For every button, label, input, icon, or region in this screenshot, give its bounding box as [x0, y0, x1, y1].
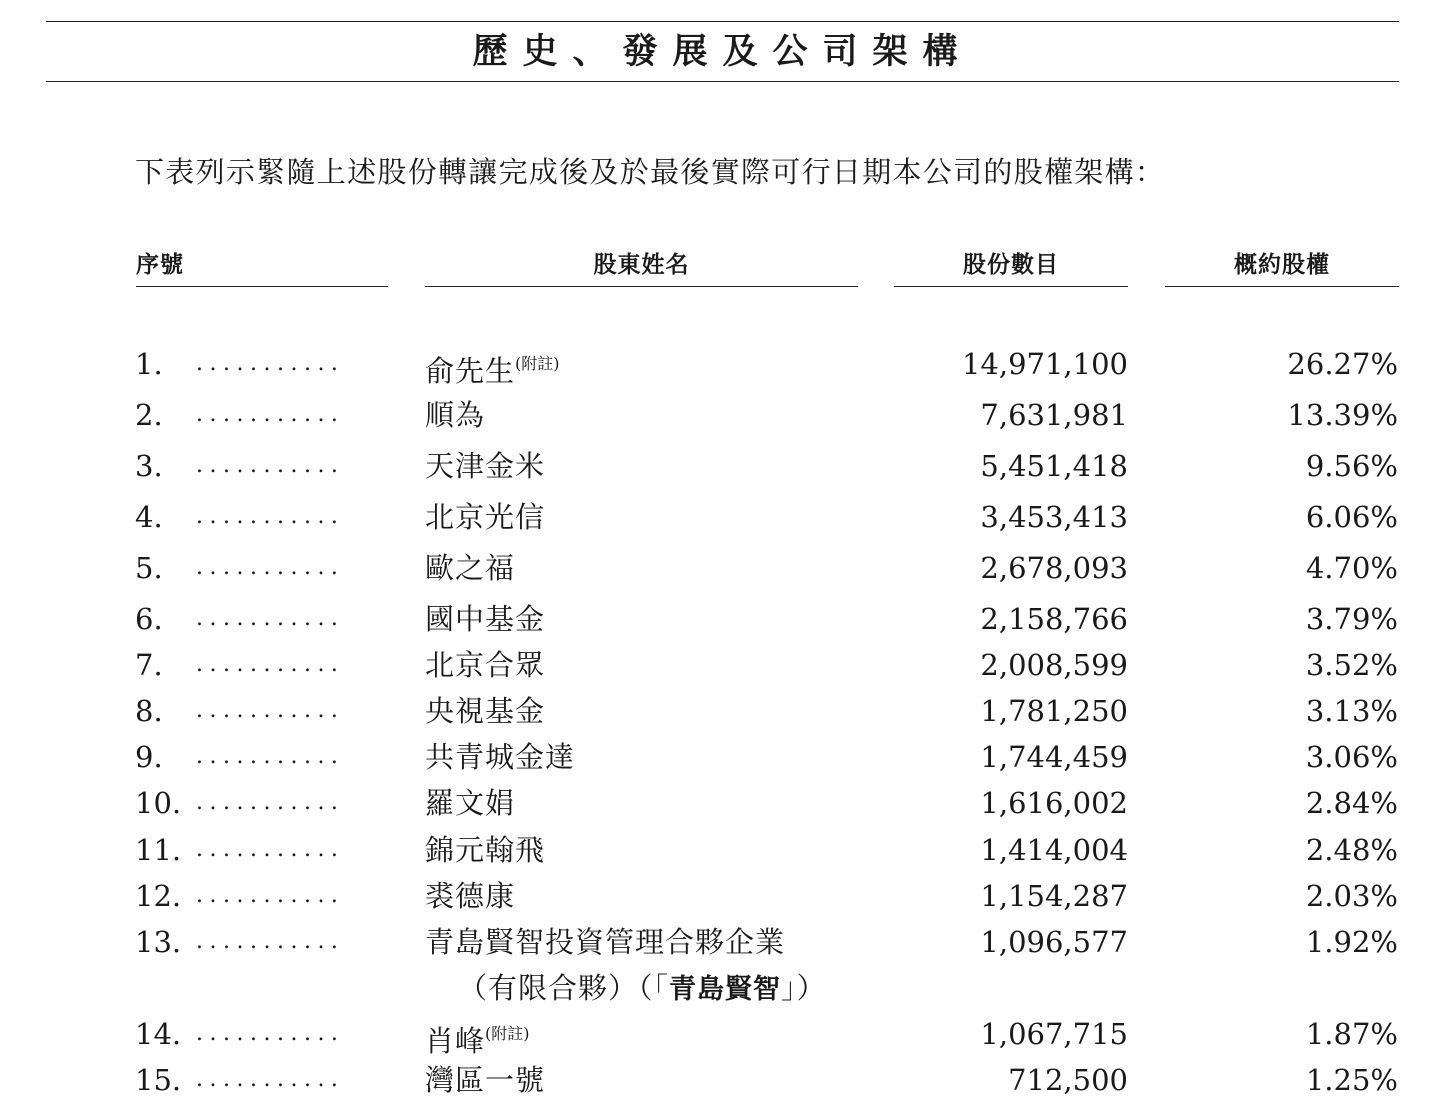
table-row [0, 341, 1452, 387]
shareholding-percentage: 1.25% [1305, 1063, 1398, 1097]
shareholder-name: 灣區一號 [425, 1063, 546, 1097]
share-count: 2,158,766 [980, 602, 1128, 636]
name-continued-suffix: 」） [781, 971, 827, 1005]
table-row [0, 443, 1452, 489]
shareholding-percentage: 26.27% [1287, 347, 1398, 381]
dot-leader: ........... [196, 402, 345, 427]
shareholder-name: 天津金米 [425, 449, 546, 483]
shareholding-percentage: 2.84% [1305, 786, 1398, 820]
share-count: 712,500 [1008, 1063, 1128, 1097]
dot-leader: ........... [196, 883, 345, 908]
shareholder-name-text: 肖峰 [425, 1024, 486, 1058]
shareholding-percentage: 1.92% [1305, 925, 1398, 959]
table-row [0, 827, 1452, 873]
dot-leader: ........... [196, 837, 345, 862]
row-number: 3. [135, 449, 163, 483]
column-header-seq: 序號 [136, 248, 388, 287]
shareholding-percentage: 3.52% [1305, 648, 1398, 682]
dot-leader: ........... [196, 744, 345, 769]
shareholding-percentage: 2.48% [1305, 833, 1398, 867]
shareholder-name: 北京光信 [425, 500, 546, 534]
table-row [0, 873, 1452, 919]
table-row [0, 1011, 1452, 1057]
dot-leader: ........... [196, 1021, 345, 1046]
shareholder-name: 羅文娟 [425, 786, 516, 820]
share-count: 7,631,981 [980, 398, 1128, 432]
row-number: 5. [135, 551, 163, 585]
shareholder-name: 共青城金達 [425, 740, 576, 774]
share-count: 1,616,002 [980, 786, 1128, 820]
shareholder-name: 北京合眾 [425, 648, 546, 682]
shareholding-percentage: 1.87% [1305, 1017, 1398, 1051]
row-number: 11. [135, 833, 182, 867]
row-number: 4. [135, 500, 163, 534]
share-count: 1,154,287 [980, 879, 1128, 913]
dot-leader: ........... [196, 453, 345, 478]
shareholder-name: 歐之福 [425, 551, 516, 585]
header-top-rule [46, 21, 1399, 22]
row-number: 7. [135, 648, 163, 682]
share-count: 1,781,250 [980, 694, 1128, 728]
dot-leader: ........... [196, 652, 345, 677]
shareholding-percentage: 13.39% [1287, 398, 1398, 432]
shareholding-percentage: 9.56% [1305, 449, 1398, 483]
dot-leader: ........... [196, 606, 345, 631]
row-number: 1. [135, 347, 163, 381]
share-count: 1,096,577 [980, 925, 1128, 959]
table-row [0, 494, 1452, 540]
dot-leader: ........... [196, 1067, 345, 1092]
dot-leader: ........... [196, 351, 345, 376]
shareholder-name: 裘德康 [425, 879, 516, 913]
row-number: 2. [135, 398, 163, 432]
column-header-percentage: 概約股權 [1165, 248, 1399, 287]
share-count: 1,414,004 [980, 833, 1128, 867]
dot-leader: ........... [196, 504, 345, 529]
name-continued-prefix: （有限合夥）（「 [458, 971, 670, 1005]
column-header-shareholder: 股東姓名 [425, 248, 858, 287]
share-count: 14,971,100 [961, 347, 1128, 381]
dot-leader: ........... [196, 929, 345, 954]
table-row [0, 392, 1452, 438]
shareholder-name: 央視基金 [425, 694, 546, 728]
dot-leader: ........... [196, 790, 345, 815]
defined-term: 青島賢智 [669, 974, 782, 1005]
table-row [0, 642, 1452, 688]
row-number: 14. [135, 1017, 182, 1051]
column-header-shares: 股份數目 [894, 248, 1128, 287]
shareholder-name: 錦元翰飛 [425, 833, 546, 867]
share-count: 5,451,418 [980, 449, 1128, 483]
footnote-marker: (附註) [485, 1024, 530, 1043]
shareholder-name-continued [458, 965, 827, 1013]
table-row [0, 919, 1452, 965]
shareholding-percentage: 3.06% [1305, 740, 1398, 774]
share-count: 2,008,599 [980, 648, 1128, 682]
row-number: 6. [135, 602, 163, 636]
table-row [0, 1057, 1452, 1103]
share-count: 2,678,093 [980, 551, 1128, 585]
intro-paragraph: 下表列示緊隨上述股份轉讓完成後及於最後實際可行日期本公司的股權架構： [135, 155, 1166, 189]
shareholding-percentage: 6.06% [1305, 500, 1398, 534]
dot-leader: ........... [196, 555, 345, 580]
shareholding-percentage: 2.03% [1305, 879, 1398, 913]
table-row [0, 734, 1452, 780]
header-bottom-rule [46, 81, 1399, 82]
row-number: 15. [135, 1063, 182, 1097]
shareholder-name: 順為 [425, 398, 486, 432]
shareholder-name: 國中基金 [425, 602, 546, 636]
row-number: 10. [135, 786, 182, 820]
table-row [0, 596, 1452, 642]
shareholder-name: 青島賢智投資管理合夥企業 [425, 925, 786, 959]
shareholding-percentage: 4.70% [1305, 551, 1398, 585]
share-count: 3,453,413 [980, 500, 1128, 534]
table-row [0, 545, 1452, 591]
row-number: 9. [135, 740, 163, 774]
shareholder-name [425, 341, 560, 394]
dot-leader: ........... [196, 698, 345, 723]
shareholding-percentage: 3.79% [1305, 602, 1398, 636]
table-row [0, 688, 1452, 734]
share-count: 1,067,715 [980, 1017, 1128, 1051]
shareholding-percentage: 3.13% [1305, 694, 1398, 728]
row-number: 12. [135, 879, 182, 913]
table-row [0, 780, 1452, 826]
footnote-marker: (附註) [515, 354, 560, 373]
row-number: 13. [135, 925, 182, 959]
share-count: 1,744,459 [980, 740, 1128, 774]
shareholder-name-text: 俞先生 [425, 354, 516, 388]
page-title: 歷史、發展及公司架構 [472, 32, 973, 72]
row-number: 8. [135, 694, 163, 728]
